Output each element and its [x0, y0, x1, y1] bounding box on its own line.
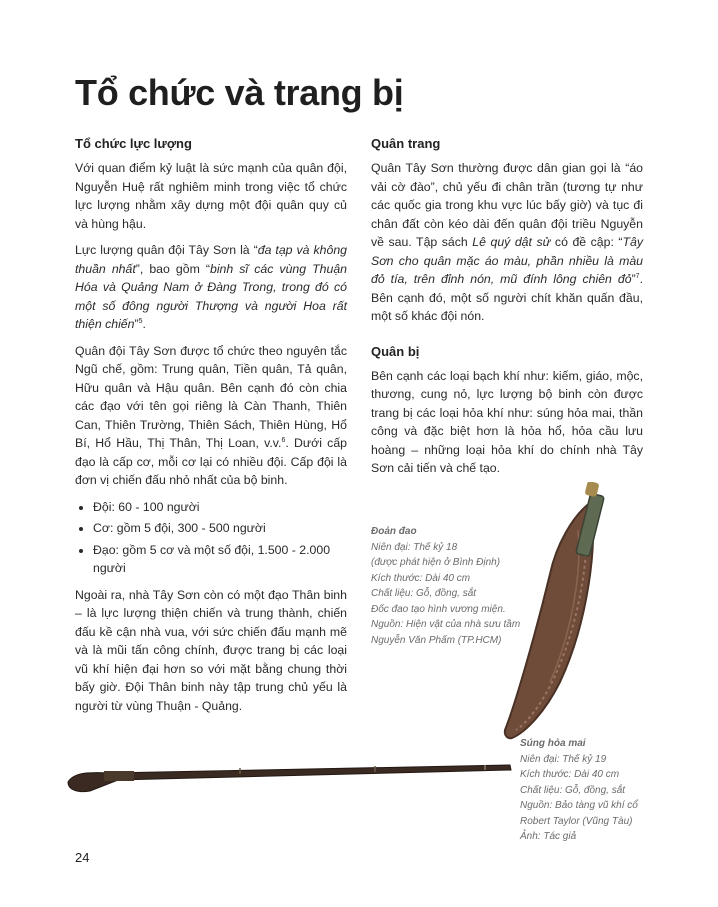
- list-item: • Đội: 60 - 100 người: [93, 498, 347, 517]
- page-title: Tổ chức và trang bị: [75, 72, 404, 113]
- caption-line: Nguồn: Bảo tàng vũ khí cổ: [520, 800, 638, 811]
- caption-line: (được phát hiện ở Bình Định): [371, 557, 501, 568]
- paragraph-weapons: Bên cạnh các loại bạch khí như: kiếm, giáo, mộc, thương, cung nỏ, lực lượng bộ binh còn được trang bị các loại hỏa khí như: súng hỏa mai, thần công và đặc biệt hơn là hỏa hổ, hỏa cầu lưu hoàng – những loại hỏa khí do chính nhà Tây Sơn cải tiến và chế tạo.: [371, 368, 643, 475]
- paragraph-guard: Ngoài ra, nhà Tây Sơn còn có một đạo Thân binh – là lực lượng thiện chiến và trung thành, chiến đấu kề cận nhà vua, với sức chiến đấu mạnh mẽ và là mũi tấn công chính, được trang bị các loại vũ khí hiện đại hơn so với mặt bằng chung thời bấy giờ. Đội Thân binh này tập trung chủ yếu là người từ vùng Thuận - Quảng.: [75, 587, 347, 713]
- section-heading-weapons: Quân bị: [371, 343, 420, 359]
- caption-line: Kích thước: Dài 40 cm: [520, 769, 620, 780]
- caption-line: Niên đại: Thế kỷ 18: [371, 541, 458, 553]
- page-number: 24: [75, 850, 90, 865]
- paragraph-structure: Quân đội Tây Sơn được tổ chức theo nguyên tắc Ngũ chế, gồm: Trung quân, Tiền quân, Tả quân, Hữu quân và Hậu quân. Bên cạnh đó còn chia các đạo với tên gọi riêng là Càn Thanh, Thiên Can, Thiên Trường, Thiên Sách, Thiên Hùng, Hổ Bí, Hổ Hầu, Thị Thân, Thị Loan, v.v.$^6$. Dưới cấp đạo là cấp cơ, mỗi cơ lại có nhiều đội. Cấp đội là đơn vị chiến đấu nhỏ nhất của bộ binh.: [75, 343, 347, 487]
- caption-line: Nguồn: Hiện vật của nhà sưu tầm: [371, 619, 521, 630]
- caption-line: Kích thước: Dài 40 cm: [371, 572, 471, 584]
- musket-illustration: [60, 758, 515, 794]
- caption-line: Robert Taylor (Vũng Tàu): [520, 815, 633, 827]
- caption-line: Nguyễn Văn Phấm (TP.HCM): [371, 634, 502, 646]
- caption-title: Đoản đao: [371, 526, 417, 537]
- footnote-marker: 7: [635, 272, 640, 280]
- unit-size-list: [75, 498, 347, 578]
- caption-line: Niên đại: Thế kỷ 19: [520, 753, 607, 765]
- paragraph-discipline: Với quan điểm kỷ luật là sức mạnh của quân đội, Nguyễn Huệ rất nghiêm minh trong việc tổ chức lực lượng nhằm xây dựng một đội quân quy củ và hùng hậu.: [75, 161, 347, 231]
- sword-caption: [371, 524, 541, 648]
- caption-line: Chất liệu: Gỗ, đồng, sắt: [371, 588, 477, 599]
- caption-line: Chất liệu: Gỗ, đồng, sắt: [520, 784, 626, 796]
- paragraph-uniform: Quân Tây Sơn thường được dân gian gọi là “áo vải cờ đào”, chủ yếu đi chân trần (tương tự như các quốc gia trong khu vực lúc bấy giờ) và tục đi chân đất còn kéo dài đến quân đội triều Nguyễn về sau. Tập sách Lê quý dật sử có đề cập: “Tây Sơn cho quân mặc áo màu, phần nhiều là màu đỏ tía, trên đỉnh nón, mũ đính lông chiên đỏ”$^7$. Bên cạnh đó, một số người chít khăn quấn đầu, một số khác đội nón.: [371, 161, 644, 323]
- caption-title: Súng hỏa mai: [520, 738, 586, 749]
- footnote-marker: 6: [281, 436, 286, 444]
- paragraph-forces: Lực lượng quân đội Tây Sơn là “đa tạp và không thuần nhất”, bao gồm “binh sĩ các vùng Thuận Hóa và Quảng Nam ở Đàng Trong, trong đó có một số đông người Thượng và người Hoa rất thiện chiến”$^5$.: [75, 243, 348, 331]
- musket-caption: [520, 736, 670, 845]
- footnote-marker: 5: [138, 317, 143, 325]
- left-column: [75, 136, 347, 723]
- caption-line: Đốc đao tạo hình vương miện.: [371, 603, 506, 615]
- list-item: • Cơ: gồm 5 đội, 300 - 500 người: [93, 519, 347, 538]
- section-heading-uniform: Quân trang: [371, 136, 441, 151]
- section-heading-organization: Tổ chức lực lượng: [75, 136, 192, 151]
- list-item: • Đạo: gồm 5 cơ và một số đội, 1.500 - 2.000 người: [93, 541, 347, 578]
- right-column: [371, 136, 643, 486]
- caption-line: Ảnh: Tác giả: [520, 831, 577, 842]
